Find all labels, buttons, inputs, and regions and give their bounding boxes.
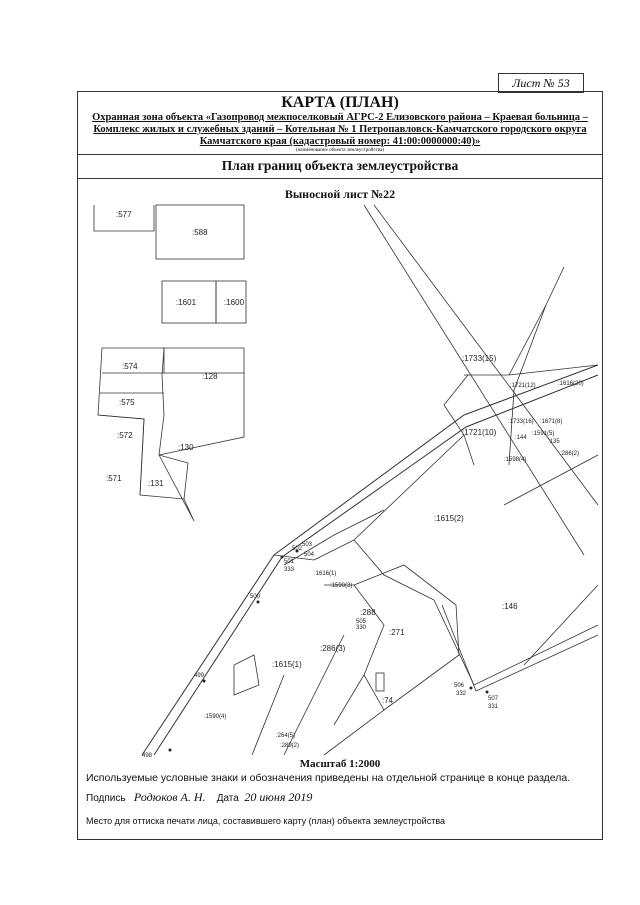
point-498: 498 bbox=[142, 753, 153, 759]
parcel-135: :135 bbox=[548, 439, 560, 445]
parcel-1721-10: :1721(10) bbox=[462, 428, 497, 437]
map-drawing bbox=[84, 205, 598, 759]
parcel-1590-4: :1590(4) bbox=[204, 714, 227, 720]
parcel-1598-4: :1598(4) bbox=[504, 457, 527, 463]
stamp-place: Место для оттиска печати лица, составившего карту (план) объекта землеустройства bbox=[86, 816, 445, 826]
point-331: 331 bbox=[488, 704, 499, 710]
parcel-130: :130 bbox=[178, 443, 194, 452]
signature-name: Родюков А. Н. bbox=[133, 790, 206, 804]
parcel-1615-2: :1615(2) bbox=[434, 514, 464, 523]
point-503: 503 bbox=[302, 542, 313, 548]
parcel-1601: :1601 bbox=[176, 298, 197, 307]
parcel-1591-5: :1591(5) bbox=[532, 431, 555, 437]
date-label: Дата bbox=[216, 793, 239, 804]
parcel-144: :144 bbox=[515, 435, 527, 441]
parcel-1733-16: :1733(16) bbox=[508, 419, 534, 425]
point-505: 505 bbox=[356, 619, 367, 625]
parcel-289-2: :289(2) bbox=[280, 743, 300, 749]
parcel-574: :574 bbox=[122, 362, 138, 371]
parcel-1616-20: :1616(20) bbox=[558, 381, 584, 387]
parcel-128: :128 bbox=[202, 372, 218, 381]
parcel-571: :571 bbox=[106, 474, 122, 483]
sheet-title: Выносной лист №22 bbox=[284, 187, 396, 201]
parcel-1615-1: :1615(1) bbox=[272, 660, 302, 669]
point-500: 500 bbox=[250, 594, 261, 600]
point-499: 499 bbox=[194, 673, 205, 679]
parcel-74: :74 bbox=[382, 696, 394, 705]
parcel-1671-8: :1671(8) bbox=[540, 419, 563, 425]
document-title: КАРТА (ПЛАН) bbox=[281, 94, 399, 111]
point-330: 330 bbox=[356, 625, 367, 631]
point-332: 332 bbox=[456, 691, 467, 697]
parcel-1590-3: :1590(3) bbox=[330, 583, 353, 589]
signature-date: 20 июня 2019 bbox=[244, 790, 313, 804]
parcel-1600: :1600 bbox=[224, 298, 245, 307]
parcel-264-5: :264(5) bbox=[276, 733, 296, 739]
object-caption: (наименование объекта землеустройства) bbox=[295, 148, 385, 153]
point-506: 506 bbox=[454, 683, 465, 689]
signature-label: Подпись bbox=[86, 793, 126, 804]
parcel-288: :288 bbox=[360, 608, 376, 617]
parcel-1721-12: :1721(12) bbox=[510, 383, 536, 389]
parcel-588: :588 bbox=[192, 228, 208, 237]
sheet-number: Лист № 53 bbox=[498, 73, 584, 93]
point-507: 507 bbox=[488, 696, 499, 702]
cadastral-map bbox=[84, 205, 598, 759]
plan-subtitle: План границ объекта землеустройства bbox=[78, 154, 602, 179]
parcel-271: :271 bbox=[389, 628, 405, 637]
legend-note: Используемые условные знаки и обозначения приведены на отдельной странице в конце раздела. bbox=[86, 772, 571, 784]
parcel-131: :131 bbox=[148, 479, 164, 488]
map-frame bbox=[77, 91, 603, 840]
point-501: 501 bbox=[284, 559, 295, 565]
document-header bbox=[78, 92, 602, 155]
parcel-577: :577 bbox=[116, 210, 132, 219]
parcel-1733-15: :1733(15) bbox=[462, 354, 497, 363]
parcel-575: :575 bbox=[119, 398, 135, 407]
object-name: Охранная зона объекта «Газопровод межпоселковый АГРС-2 Елизовского района – Краевая больница – Комплекс жилых и служебных зданий – Котельная № 1 Петропавловск-Камчатского городского округа Камчатского края (кадастровый номер: 41:00:0000000:40)» bbox=[92, 112, 588, 147]
parcel-286-2: :286(2) bbox=[560, 451, 580, 457]
map-scale: Масштаб 1:2000 bbox=[299, 758, 381, 770]
signature-line bbox=[86, 790, 312, 805]
parcel-146: :146 bbox=[502, 602, 518, 611]
parcel-572: :572 bbox=[117, 431, 133, 440]
point-333: 333 bbox=[284, 567, 295, 573]
point-504: 504 bbox=[304, 552, 315, 558]
parcel-286-3: :286(3) bbox=[320, 644, 346, 653]
point-502: 502 bbox=[292, 546, 303, 552]
parcel-1616-1: :1616(1) bbox=[314, 571, 337, 577]
